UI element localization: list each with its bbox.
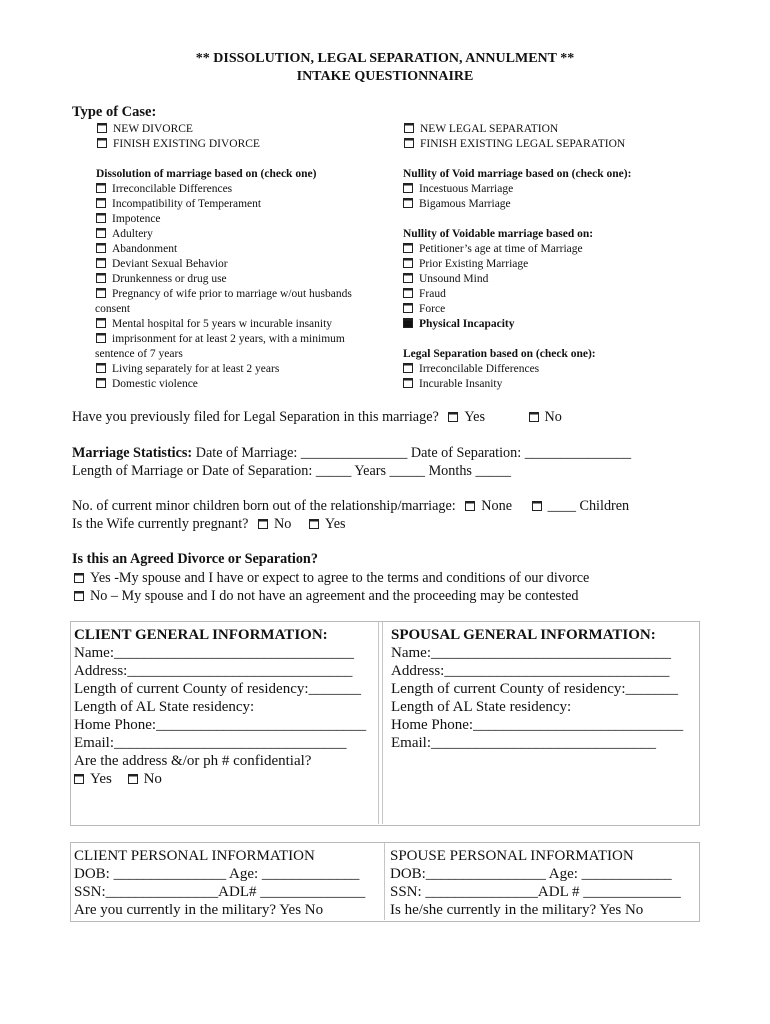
children-row: No. of current minor children born out of the relationship/marriage: None ____ Children: [72, 498, 630, 514]
checkbox[interactable]: [403, 303, 413, 313]
finish-divorce-option[interactable]: FINISH EXISTING DIVORCE: [97, 137, 260, 152]
checkbox[interactable]: [96, 213, 106, 223]
dissolution-section: [96, 167, 396, 392]
agreed-no-option[interactable]: No – My spouse and I do not have an agreement and the proceeding may be contested: [74, 587, 579, 605]
checkbox[interactable]: [403, 258, 413, 268]
finish-divorce-checkbox[interactable]: [97, 138, 107, 148]
checkbox[interactable]: [403, 378, 413, 388]
previously-filed-no-checkbox[interactable]: [529, 412, 539, 422]
new-legal-separation-option[interactable]: NEW LEGAL SEPARATION: [404, 122, 558, 137]
checkbox[interactable]: [96, 258, 106, 268]
dissolution-option[interactable]: Abandonment: [96, 242, 396, 257]
new-legal-separation-checkbox[interactable]: [404, 123, 414, 133]
dissolution-option-living[interactable]: Living separately for at least 2 years: [96, 362, 396, 377]
checkbox[interactable]: [403, 183, 413, 193]
spouse-dob-age-field[interactable]: DOB:________________ Age: ____________: [390, 866, 672, 882]
client-confidential-options: Yes No: [74, 770, 366, 788]
dissolution-option[interactable]: Deviant Sexual Behavior: [96, 257, 396, 272]
spouse-general-section: [391, 626, 683, 752]
client-confidential-question: Are the address &/or ph # confidential?: [74, 753, 312, 769]
legal-separation-option[interactable]: Irreconcilable Differences: [403, 362, 703, 377]
client-personal-section: [74, 847, 365, 919]
client-military-question[interactable]: Are you currently in the military? Yes No: [74, 902, 324, 918]
form-subtitle: INTAKE QUESTIONNAIRE: [296, 69, 474, 84]
client-state-residency-field[interactable]: Length of AL State residency:: [74, 699, 255, 715]
client-dob-age-field[interactable]: DOB: _______________ Age: _____________: [74, 866, 360, 882]
checkbox[interactable]: [96, 378, 106, 388]
spouse-name-field[interactable]: Name:________________________________: [391, 645, 671, 661]
client-ssn-adl-field[interactable]: SSN:_______________ADL# ______________: [74, 884, 366, 900]
spouse-state-residency-field[interactable]: Length of AL State residency:: [391, 699, 572, 715]
dissolution-option-pregnancy[interactable]: Pregnancy of wife prior to marriage w/out husbands: [96, 287, 396, 302]
checkbox[interactable]: [96, 183, 106, 193]
dissolution-option[interactable]: Impotence: [96, 212, 396, 227]
type-of-case-heading: Type of Case:: [72, 104, 157, 120]
spouse-personal-heading: SPOUSE PERSONAL INFORMATION: [390, 848, 634, 864]
void-heading: Nullity of Void marriage based on (check one):: [403, 168, 632, 180]
checkbox[interactable]: [403, 273, 413, 283]
checkbox[interactable]: [96, 363, 106, 373]
checkbox[interactable]: [96, 318, 106, 328]
new-divorce-option[interactable]: NEW DIVORCE: [97, 122, 193, 137]
voidable-option[interactable]: Fraud: [403, 287, 703, 302]
spouse-home-phone-field[interactable]: Home Phone:____________________________: [391, 717, 684, 733]
column-divider: [378, 622, 383, 824]
agreed-heading: Is this an Agreed Divorce or Separation?: [72, 551, 318, 567]
checkbox[interactable]: [96, 198, 106, 208]
client-home-phone-field[interactable]: Home Phone:____________________________: [74, 717, 367, 733]
void-option[interactable]: Bigamous Marriage: [403, 197, 703, 212]
new-divorce-checkbox[interactable]: [97, 123, 107, 133]
dissolution-option-mental[interactable]: Mental hospital for 5 years w incurable insanity: [96, 317, 396, 332]
client-general-section: [74, 626, 366, 788]
voidable-option[interactable]: Prior Existing Marriage: [403, 257, 703, 272]
checkbox[interactable]: [96, 228, 106, 238]
finish-legal-separation-option[interactable]: FINISH EXISTING LEGAL SEPARATION: [404, 137, 625, 152]
client-email-field[interactable]: Email:_______________________________: [74, 735, 347, 751]
voidable-heading: Nullity of Voidable marriage based on:: [403, 228, 594, 240]
children-none-checkbox[interactable]: [465, 501, 475, 511]
dissolution-option-imprisonment[interactable]: imprisonment for at least 2 years, with a minimum: [96, 332, 396, 347]
confidential-no-checkbox[interactable]: [128, 774, 138, 784]
dissolution-option-continuation: consent: [95, 303, 131, 315]
column-divider: [384, 843, 386, 920]
client-general-heading: CLIENT GENERAL INFORMATION:: [74, 627, 328, 643]
form-title: ** DISSOLUTION, LEGAL SEPARATION, ANNULMENT **: [195, 51, 575, 66]
previously-filed-yes-checkbox[interactable]: [448, 412, 458, 422]
client-county-residency-field[interactable]: Length of current County of residency:_______: [74, 681, 362, 697]
spouse-ssn-adl-field[interactable]: SSN: _______________ADL # _____________: [390, 884, 681, 900]
checkbox[interactable]: [403, 243, 413, 253]
agreed-no-checkbox[interactable]: [74, 591, 84, 601]
spouse-address-field[interactable]: Address:______________________________: [391, 663, 670, 679]
checkbox[interactable]: [96, 243, 106, 253]
spouse-county-residency-field[interactable]: Length of current County of residency:_______: [391, 681, 679, 697]
void-option[interactable]: Incestuous Marriage: [403, 182, 703, 197]
checkbox[interactable]: [403, 318, 413, 328]
voidable-option[interactable]: Unsound Mind: [403, 272, 703, 287]
children-count-checkbox[interactable]: [532, 501, 542, 511]
finish-legal-separation-checkbox[interactable]: [404, 138, 414, 148]
dissolution-option-continuation: sentence of 7 years: [95, 348, 183, 360]
checkbox[interactable]: [403, 198, 413, 208]
checkbox[interactable]: [403, 288, 413, 298]
marriage-statistics-line2[interactable]: Length of Marriage or Date of Separation: _____ Years _____ Months _____: [72, 463, 511, 479]
nullity-section: [403, 167, 703, 392]
dissolution-heading: Dissolution of marriage based on (check one): [96, 168, 317, 180]
spouse-personal-section: [390, 847, 681, 919]
spouse-email-field[interactable]: Email:______________________________: [391, 735, 656, 751]
checkbox[interactable]: [96, 288, 106, 298]
checkbox[interactable]: [96, 333, 106, 343]
voidable-option[interactable]: Force: [403, 302, 703, 317]
legal-separation-heading: Legal Separation based on (check one):: [403, 348, 596, 360]
pregnant-yes-checkbox[interactable]: [309, 519, 319, 529]
dissolution-option[interactable]: Drunkenness or drug use: [96, 272, 396, 287]
previously-filed-row: Have you previously filed for Legal Separation in this marriage? Yes No: [72, 409, 562, 425]
dissolution-option[interactable]: Adultery: [96, 227, 396, 242]
legal-separation-option[interactable]: Incurable Insanity: [403, 377, 703, 392]
pregnant-row: Is the Wife currently pregnant? No Yes: [72, 516, 346, 532]
client-address-field[interactable]: Address:______________________________: [74, 663, 353, 679]
agreed-yes-option[interactable]: Yes -My spouse and I have or expect to agree to the terms and conditions of our divorce: [74, 569, 589, 587]
dissolution-option-domestic[interactable]: Domestic violence: [96, 377, 396, 392]
client-name-field[interactable]: Name:________________________________: [74, 645, 354, 661]
dissolution-option[interactable]: Irreconcilable Differences: [96, 182, 396, 197]
voidable-option[interactable]: Petitioner’s age at time of Marriage: [403, 242, 703, 257]
pregnant-no-checkbox[interactable]: [258, 519, 268, 529]
spouse-military-question[interactable]: Is he/she currently in the military? Yes No: [390, 902, 644, 918]
dissolution-option[interactable]: Incompatibility of Temperament: [96, 197, 396, 212]
client-personal-heading: CLIENT PERSONAL INFORMATION: [74, 848, 315, 864]
agreed-yes-checkbox[interactable]: [74, 573, 84, 583]
checkbox[interactable]: [96, 273, 106, 283]
confidential-yes-checkbox[interactable]: [74, 774, 84, 784]
voidable-option-physical[interactable]: Physical Incapacity: [403, 317, 703, 332]
spouse-general-heading: SPOUSAL GENERAL INFORMATION:: [391, 627, 656, 643]
checkbox[interactable]: [403, 363, 413, 373]
marriage-statistics-line1[interactable]: Marriage Statistics: Date of Marriage: _______________ Date of Separation: _______________: [72, 445, 632, 461]
